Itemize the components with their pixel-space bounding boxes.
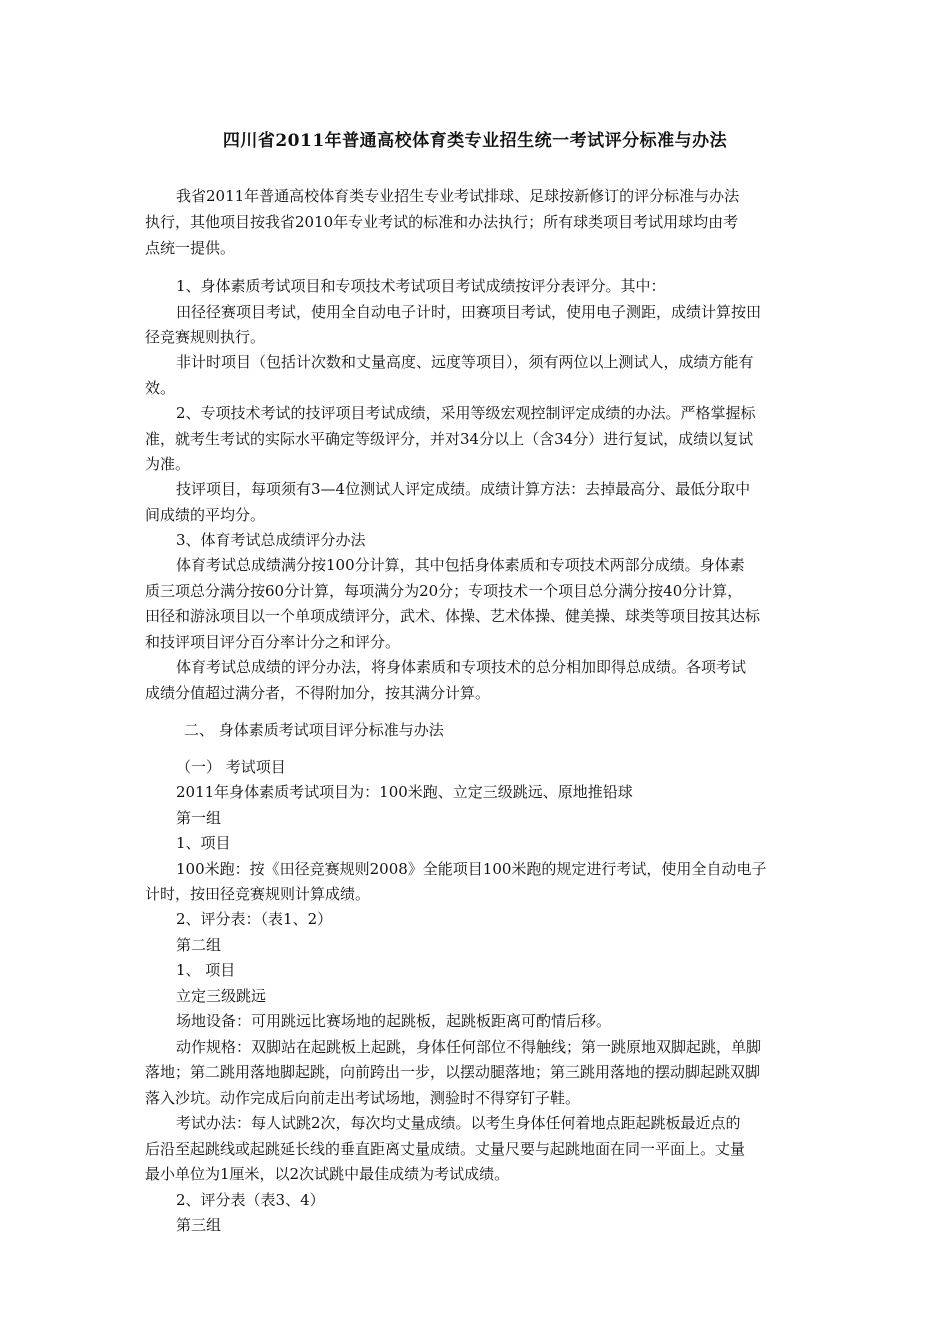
paragraph-line: 2、专项技术考试的技评项目考试成绩，采用等级宏观控制评定成绩的办法。严格掌握标 [176,404,756,422]
section-heading: 二、 身体素质考试项目评分标准与办法 [184,721,444,739]
paragraph-line: 质三项总分满分按60分计算，每项满分为20分；专项技术一个项目总分满分按40分计算， [145,582,743,600]
paragraph-line: 计时，按田径竞赛规则计算成绩。 [145,885,371,903]
paragraph-line: 非计时项目（包括计次数和丈量高度、远度等项目），须有两位以上测试人，成绩方能有 [176,353,754,371]
paragraph-line: 后沿至起跳线或起跳延长线的垂直距离丈量成绩。丈量尺要与起跳地面在同一平面上。丈量 [145,1140,746,1158]
paragraph-line: 2011年身体素质考试项目为：100米跑、立定三级跳远、原地推铅球 [176,783,633,801]
paragraph-line: 第三组 [176,1216,222,1234]
paragraph-line: 100米跑：按《田径竞赛规则2008》全能项目100米跑的规定进行考试，使用全自动电子 [176,860,767,878]
paragraph-line: 1、身体素质考试项目和专项技术考试项目考试成绩按评分表评分。其中： [176,277,666,295]
paragraph-line: 效。 [145,379,176,397]
paragraph-line: 技评项目，每项须有3—4位测试人评定成绩。成绩计算方法：去掉最高分、最低分取中 [176,480,751,498]
paragraph-line: 准，就考生考试的实际水平确定等级评分，并对34分以上（含34分）进行复试，成绩以复试 [145,430,754,448]
paragraph-line: 1、 项目 [176,961,236,979]
paragraph-line: 第二组 [176,936,222,954]
paragraph-line: 田径和游泳项目以一个单项成绩评分，武术、体操、艺术体操、健美操、球类等项目按其达标 [145,607,761,625]
paragraph-line: 1、项目 [176,834,231,852]
paragraph-line: 点统一提供。 [145,239,236,257]
paragraph-line: 执行，其他项目按我省2010年专业考试的标准和办法执行；所有球类项目考试用球均由考 [145,213,739,231]
paragraph-line: 落地；第二跳用落地脚起跳，向前跨出一步，以摆动腿落地；第三跳用落地的摆动脚起跳双脚 [145,1063,761,1081]
paragraph-line: 我省2011年普通高校体育类专业招生专业考试排球、足球按新修订的评分标准与办法 [176,187,740,205]
paragraph-line: 成绩分值超过满分者，不得附加分，按其满分计算。 [145,684,491,702]
paragraph-line: 动作规格：双脚站在起跳板上起跳，身体任何部位不得触线；第一跳原地双脚起跳，单脚 [176,1038,762,1056]
paragraph-line: 体育考试总成绩满分按100分计算，其中包括身体素质和专项技术两部分成绩。身体素 [176,556,745,574]
paragraph-line: 和技评项目评分百分率计分之和评分。 [145,633,401,651]
document-title: 四川省2011年普通高校体育类专业招生统一考试评分标准与办法 [222,131,728,151]
paragraph-line: 最小单位为1厘米，以2次试跳中最佳成绩为考试成绩。 [145,1165,510,1183]
paragraph-line: 落入沙坑。动作完成后向前走出考试场地，测验时不得穿钉子鞋。 [145,1089,581,1107]
subsection-heading: （一） 考试项目 [176,758,286,776]
paragraph-line: 间成绩的平均分。 [145,506,266,524]
paragraph-line: 立定三级跳远 [176,987,267,1005]
paragraph-line: 为准。 [145,455,191,473]
paragraph-line: 第一组 [176,809,222,827]
paragraph-line: 体育考试总成绩的评分办法，将身体素质和专项技术的总分相加即得总成绩。各项考试 [176,658,747,676]
paragraph-line: 2、评分表（表3、4） [176,1191,325,1209]
paragraph-line: 场地设备：可用跳远比赛场地的起跳板，起跳板距离可酌情后移。 [176,1012,612,1030]
paragraph-line: 3、体育考试总成绩评分办法 [176,531,366,549]
paragraph-line: 径竞赛规则执行。 [145,328,266,346]
paragraph-line: 考试办法：每人试跳2次，每次均丈量成绩。以考生身体任何着地点距起跳板最近点的 [176,1114,741,1132]
paragraph-line: 田径径赛项目考试，使用全自动电子计时，田赛项目考试，使用电子测距，成绩计算按田 [176,303,762,321]
paragraph-line: 2、评分表：（表1、2） [176,910,333,928]
